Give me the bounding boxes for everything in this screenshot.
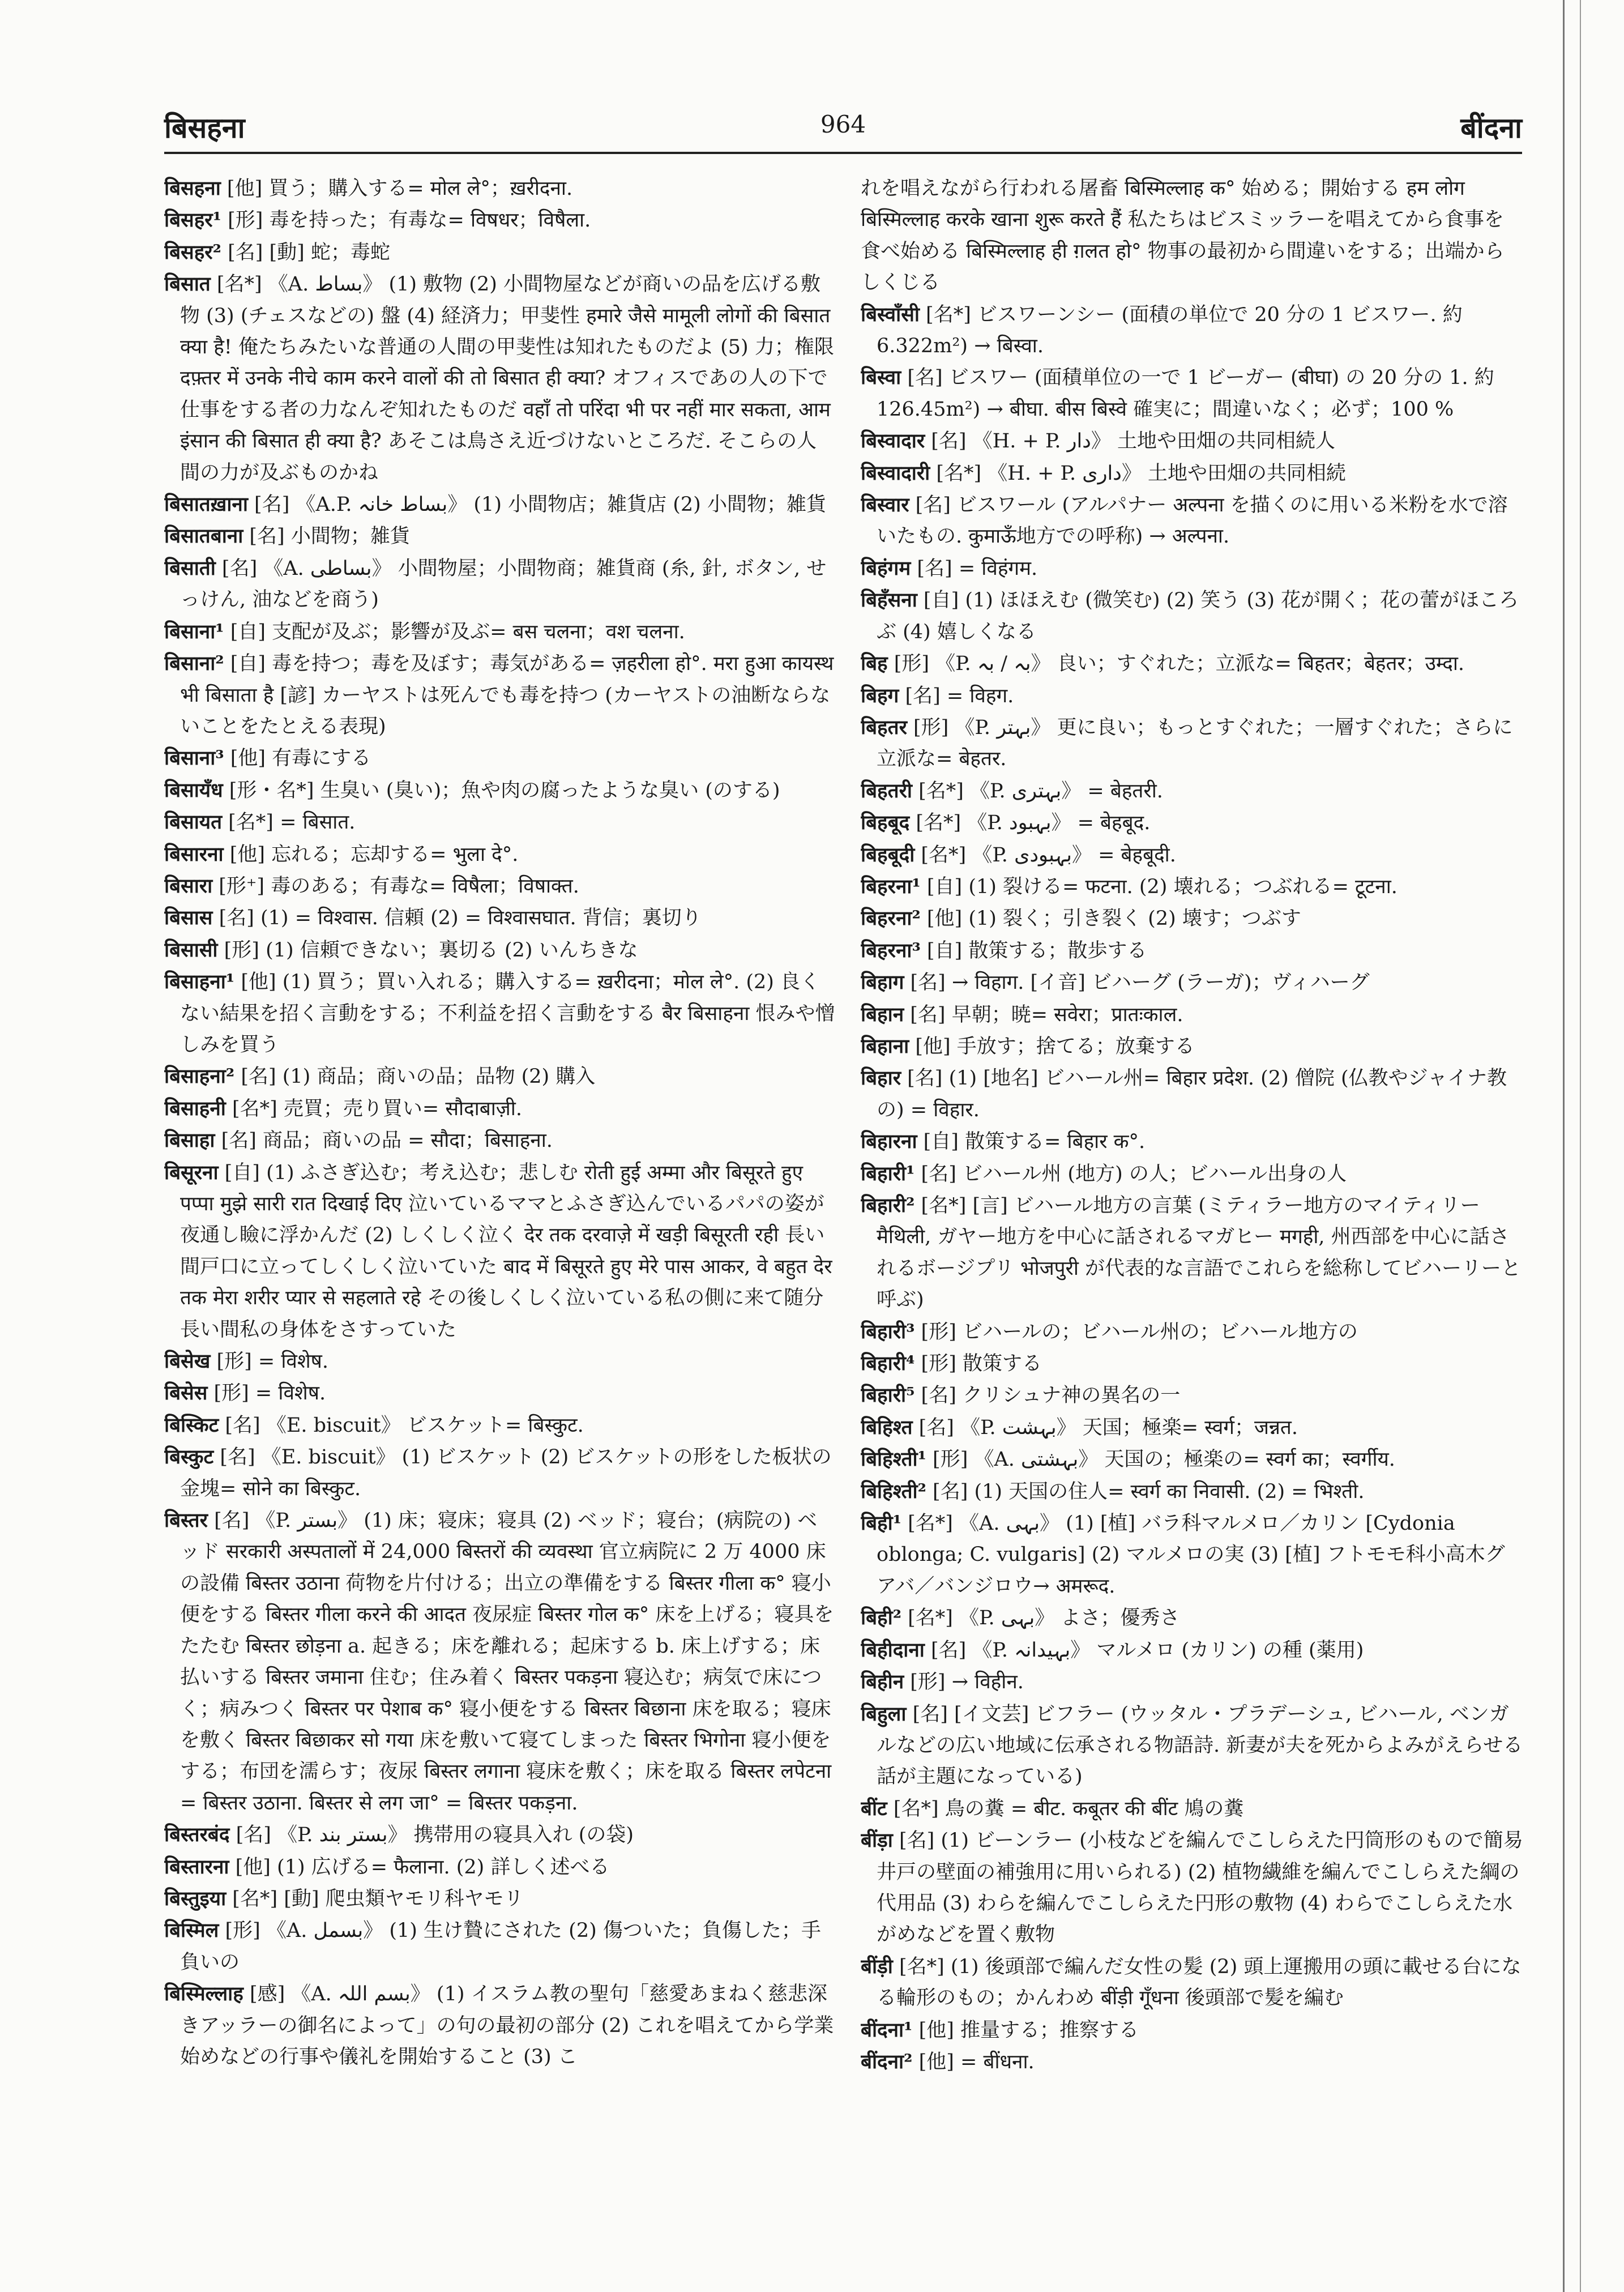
- dictionary-entry: [861, 1412, 1523, 1444]
- dictionary-entry: [164, 648, 835, 742]
- dictionary-entry: [164, 489, 835, 520]
- headword: बिसास: [164, 906, 213, 930]
- definition: [形・名*] 生臭い (臭い)；魚や肉の腐ったような臭い (のする): [223, 779, 780, 802]
- definition: [名*] [動] 爬虫類ヤモリ科ヤモリ: [226, 1887, 524, 1910]
- running-head-left: बिसहना: [164, 111, 245, 144]
- dictionary-entry: [861, 1634, 1523, 1666]
- dictionary-entry: [164, 1441, 835, 1505]
- definition: [名] [動] 蛇；毒蛇: [221, 241, 390, 264]
- definition: [名] 《E. biscuit》 ビスケット= बिस्कुट.: [219, 1414, 584, 1437]
- definition: [他] (1) 広げる= फैलाना. (2) 詳しく述べる: [229, 1855, 610, 1879]
- definition: [名] 《E. biscuit》 (1) ビスケット (2) ビスケットの形をした板状の金塊= सोने का बिस्कुट.: [180, 1446, 832, 1500]
- dictionary-entry: [861, 1031, 1523, 1062]
- headword: बींट: [861, 1796, 887, 1820]
- definition: [名*] 《P. بہبودی》 = बेहबूदी.: [914, 843, 1176, 867]
- running-head-right: बींदना: [1460, 111, 1522, 144]
- dictionary-entry: [164, 553, 835, 616]
- definition: [名] 小間物；雑貨: [243, 525, 410, 548]
- dictionary-entry: [164, 870, 835, 902]
- definition: [名*] 売買；売り買い= सौदाबाज़ी.: [225, 1097, 522, 1120]
- dictionary-entry: [861, 1190, 1523, 1316]
- dictionary-entry: [861, 680, 1523, 712]
- dictionary-entry: [861, 299, 1523, 362]
- dictionary-entry: [164, 742, 835, 774]
- definition: [形] = विशेष.: [210, 1350, 329, 1373]
- headword: बिसहना: [164, 177, 221, 200]
- dictionary-entry: [164, 1093, 835, 1125]
- headword: बिसाना³: [164, 746, 224, 770]
- headword: बिहिश्ती²: [861, 1479, 926, 1503]
- dictionary-entry: [861, 871, 1523, 903]
- definition: [名*] 《P. بہتری》 = बेहतरी.: [912, 779, 1163, 803]
- definition: [自] 散策する；散歩する: [920, 939, 1147, 962]
- headword: बिहिश्ती¹: [861, 1448, 926, 1471]
- headword: बिस्तरबंद: [164, 1823, 230, 1847]
- definition: [名*] 《A. بساط》 (1) 敷物 (2) 小間物屋などが商いの品を広げる敷物 (3) (チェスなどの) 盤 (4) 経済力；甲斐性 हमारे जैसे मामूली लोगों की बिसात क्या है! 俺たちみたいな普通の人間の甲斐性は知れたものだよ (5) 力；権限 दफ़्तर में उनके नीचे काम करने वालों की तो बिसात ही क्या? オフィスであの人の下で仕事をする者の力なんぞ知れたものだ वहाँ तो परिंदा भी पर नहीं मार सकता, आम इंसान की बिसात ही क्या है? あそこは鳥さえ近づけないところだ. そこらの人間の力が及ぶものかね: [180, 273, 834, 484]
- definition: [名*] 《P. بہبود》 = बेहबूद.: [909, 812, 1151, 835]
- headword: बिह: [861, 652, 888, 676]
- definition: [名] 《A. بساطی》 小間物屋；小間物商；雑貨商 (糸, 針, ボタン, せっけん, 油などを商う): [180, 557, 827, 612]
- headword: बिसारा: [164, 874, 213, 898]
- dictionary-entry: [861, 458, 1523, 489]
- definition: [形] (1) 信頼できない；裏切る (2) いんちきな: [217, 938, 638, 962]
- header-rule: [164, 152, 1522, 154]
- dictionary-entry: [164, 1915, 835, 1978]
- headword: बिस्मिल: [164, 1919, 219, 1943]
- dictionary-entry: [861, 712, 1523, 775]
- dictionary-entry: [861, 1825, 1523, 1951]
- page-edge-line: [1563, 0, 1565, 2292]
- definition: [名*] 《P. بہی》 よさ；優秀さ: [901, 1607, 1180, 1630]
- definition: [形] 《A. بہشتی》 天国の；極楽の= स्वर्ग का；स्वर्गीय.: [926, 1448, 1395, 1471]
- dictionary-entry: [861, 648, 1523, 680]
- headword: बिहारी²: [861, 1194, 915, 1217]
- headword: बिहीन: [861, 1670, 904, 1694]
- dictionary-entry: [164, 1346, 835, 1377]
- definition: [名] → विहाग. [イ音] ビハーグ (ラーガ)；ヴィハーグ: [904, 971, 1370, 995]
- definition: [名*] 《H. + P. داری》 土地や田畑の共同相続: [930, 462, 1346, 485]
- definition: [形] 毒を持った；有毒な= विषधर；विषैला.: [221, 209, 591, 232]
- right-column: [861, 173, 1523, 2252]
- dictionary-entry: [164, 839, 835, 870]
- headword: बिस्वा: [861, 366, 901, 390]
- headword: बिसूरना: [164, 1160, 219, 1184]
- definition: [名] = विहग.: [899, 684, 1014, 707]
- headword: बिहग: [861, 684, 899, 707]
- headword: बिसेख: [164, 1350, 211, 1373]
- definition: [名] (1) = विश्वास. 信頼 (2) = विश्वासघात. 背信；裏切り: [212, 907, 702, 930]
- dictionary-entry: [861, 967, 1523, 998]
- headword: बिस्तुइया: [164, 1886, 226, 1910]
- headword: बींड़ी: [861, 1954, 893, 1978]
- headword: बिसाती: [164, 556, 216, 580]
- headword: बिहारना: [861, 1130, 917, 1154]
- headword: बिसायँध: [164, 778, 223, 802]
- page-number: 964: [820, 110, 866, 138]
- headword: बिहारी⁴: [861, 1352, 915, 1376]
- definition: [形] 《P. بہ / بہ》 良い；すぐれた；立派な= बिहतर；बेहतर；उम्दा.: [887, 652, 1465, 676]
- definition: れを唱えながら行われる屠畜 बिस्मिल्लाह क° 始める；開始する हम लोग बिस्मिल्लाह करके खाना शुरू करते हैं 私たちはビスミッラーを唱えてから食事を食べ始める बिस्मिल्लाह ही ग़लत हो° 物事の最初から間違いをする；出端からしくじる: [861, 177, 1505, 294]
- definition: [名] 《A.P. بساط خانہ》 (1) 小間物店；雑貨店 (2) 小間物；雑貨: [247, 493, 826, 517]
- dictionary-entry: [861, 1508, 1523, 1602]
- dictionary-entry: [861, 173, 1523, 299]
- headword: बिहंगम: [861, 556, 911, 580]
- definition: [他] (1) 買う；買い入れる；購入する= ख़रीदना；मोल ले°. (2) 良くない結果を招く言動をする；不利益を招く言動をする बैर बिसाहना 恨みや憎しみを買う: [180, 971, 835, 1056]
- headword: बींदना²: [861, 2050, 913, 2073]
- definition: [感] 《A. بسم اللہ》 (1) イスラム教の聖句「慈愛あまねく慈悲深きアッラーの御名によって」の句の最初の部分 (2) これを唱えてから学業始めなどの行事や儀礼を開始すること (3) こ: [180, 1983, 834, 2068]
- headword: बिही²: [861, 1606, 902, 1630]
- dictionary-entry: [861, 584, 1523, 648]
- headword: बिहरना¹: [861, 874, 921, 898]
- dictionary-entry: [861, 1158, 1523, 1190]
- dictionary-entry: [861, 1062, 1523, 1126]
- dictionary-entry: [164, 1851, 835, 1883]
- dictionary-entry: [861, 425, 1523, 457]
- dictionary-entry: [861, 1951, 1523, 2014]
- definition: [名*] ビスワーンシー (面積の単位で 20 分の 1 ビスワー. 約 6.322m²) → बिस्वा.: [877, 303, 1463, 358]
- definition: [名] (1) 商品；商いの品；品物 (2) 購入: [234, 1065, 596, 1089]
- dictionary-entry: [861, 1698, 1523, 1793]
- headword: बींदना¹: [861, 2018, 913, 2042]
- headword: बिहारी¹: [861, 1162, 915, 1185]
- headword: बिसारना: [164, 842, 224, 866]
- dictionary-entry: [861, 2046, 1523, 2078]
- dictionary-entry: [861, 1476, 1523, 1508]
- headword: बिस्किट: [164, 1413, 219, 1437]
- dictionary-entry: [164, 934, 835, 966]
- dictionary-entry: [164, 1978, 835, 2073]
- headword: बिसेस: [164, 1381, 208, 1405]
- dictionary-entry: [861, 1666, 1523, 1698]
- definition: [名*] 鳥の糞 = बीट. कबूतर की बींट 鳩の糞: [887, 1797, 1244, 1820]
- headword: बिस्तर: [164, 1509, 208, 1533]
- dictionary-entry: [861, 807, 1523, 839]
- dictionary-entry: [861, 1602, 1523, 1634]
- dictionary-entry: [164, 966, 835, 1061]
- definition: [名] [イ文芸] ビフラー (ウッタル・プラデーシュ, ビハール, ベンガルなどの広い地域に伝承される物語詩. 新妻が夫を死からよみがえらせる話が主題になっている): [877, 1702, 1523, 1789]
- dictionary-entry: [861, 1316, 1523, 1348]
- definition: [名] クリシュナ神の異名の一: [914, 1384, 1181, 1407]
- dictionary-entry: [861, 775, 1523, 807]
- definition: [自] (1) ほほえむ (微笑む) (2) 笑う (3) 花が開く；花の蕾がほころぶ (4) 嬉しくなる: [877, 589, 1519, 643]
- definition: [名] 《P. بہیدانہ》 マルメロ (カリン) の種 (薬用): [924, 1638, 1364, 1662]
- headword: बिसहर¹: [164, 208, 221, 232]
- headword: बिस्मिल्लाह: [164, 1982, 243, 2006]
- dictionary-entry: [861, 1793, 1523, 1825]
- definition: [他] 忘れる；忘却する= भुला दे°.: [223, 843, 519, 866]
- headword: बिसाहा: [164, 1129, 215, 1153]
- dictionary-entry: [164, 775, 835, 806]
- left-column: [164, 173, 835, 2252]
- definition: [名] 《P. بستر بند》 携帯用の寝具入れ (の袋): [229, 1824, 634, 1847]
- definition: [形] 散策する: [914, 1352, 1042, 1376]
- headword: बिसाहनी: [164, 1096, 226, 1120]
- dictionary-entry: [861, 362, 1523, 425]
- definition: [名] 《H. + P. دار》 土地や田畑の共同相続人: [925, 430, 1336, 453]
- definition: [名*] = बिसात.: [222, 811, 356, 834]
- dictionary-entry: [861, 489, 1523, 553]
- definition: [名] 《P. بستر》 (1) 床；寝床；寝具 (2) ベッド；寝台；(病院の) ベッド सरकारी अस्पतालों में 24,000 बिस्तरों की व्यवस्था 官立病院に 2 万 4000 床の設備 बिस्तर उठाना 荷物を片付ける；出立の準備をする बिस्तर गीला क° 寝小便をする बिस्तर गीला करने की आदत 夜尿症 बिस्तर गोल क° 床を上げる；寝具をたたむ बिस्तर छोड़ना a. 起きる；床を離れる；起床する b. 床上げする；床払いする बिस्तर जमाना 住む；住み着く बिस्तर पकड़ना 寝込む；病気で床につく；病みつく बिस्तर पर पेशाब क° 寝小便をする बिस्तर बिछाना 床を取る；寝床を敷く बिस्तर बिछाकर सो गया 床を敷いて寝てしまった बिस्तर भिगोना 寝小便をする；布団を濡らす；夜尿 बिस्तर लगाना 寝床を敷く；床を取る बिस्तर लपेटना = बिस्तर उठाना. बिस्तर से लग जा° = बिस्तर पकड़ना.: [180, 1509, 834, 1815]
- definition: [名*] 《A. بہی》 (1) [植] バラ科マルメロ／カリン [Cydonia oblonga; C. vulgaris] (2) マルメロの実 (3) [植] フトモモ科小高木グアバ／バンジロウ→ अमरूद.: [877, 1512, 1505, 1598]
- dictionary-entry: [861, 839, 1523, 871]
- definition: [名*] (1) 後頭部で編んだ女性の髪 (2) 頭上運搬用の頭に載せる台になる輪形のもの；かんわめ बींड़ी गूँधना 後頭部で髪を編む: [877, 1955, 1522, 2010]
- definition: [他] = बींधना.: [912, 2050, 1035, 2073]
- definition: [名] ビスワール (アルパナー अल्पना を描くのに用いる米粉を水で溶いたもの. कुमाऊँ地方での呼称) → अल्पना.: [877, 494, 1508, 548]
- definition: [自] 散策する= बिहार क°.: [917, 1130, 1146, 1154]
- definition: [形] = विशेष.: [207, 1382, 326, 1405]
- dictionary-entry: [164, 268, 835, 489]
- definition: [名] = विहंगम.: [911, 557, 1038, 580]
- definition: [他] 手放す；捨てる；放棄する: [909, 1035, 1195, 1058]
- dictionary-entry: [164, 1410, 835, 1441]
- headword: बिहार: [861, 1066, 901, 1090]
- dictionary-entry: [861, 1444, 1523, 1475]
- headword: बिसातख़ाना: [164, 493, 248, 517]
- definition: [自] (1) ふさぎ込む；考え込む；悲しむ रोती हुई अम्मा और बिसूरते हुए पप्पा मुझे सारी रात दिखाई दिए 泣いているママとふさぎ込んでいるパパの姿が夜通し瞼に浮かんだ (2) しくしく泣く देर तक दरवाज़े में खड़ी बिसूरती रही 長い間戸口に立ってしくしく泣いていた बाद में बिसूरते हुए मेरे पास आकर, वे बहुत देर तक मेरा शरीर प्यार से सहलाते रहे その後しくしく泣いている私の側に来て随分長い間私の身体をさすっていた: [180, 1161, 832, 1341]
- headword: बिस्वादारी: [861, 461, 930, 485]
- dictionary-entry: [164, 1125, 835, 1156]
- headword: बिहारी³: [861, 1320, 915, 1343]
- dictionary-entry: [164, 237, 835, 268]
- definition: [他] 推量する；推察する: [912, 2018, 1139, 2042]
- headword: बिहुला: [861, 1702, 907, 1726]
- headword: बिहतर: [861, 715, 907, 739]
- headword: बिहबूदी: [861, 843, 915, 867]
- definition: [形] ビハールの；ビハール州の；ビハール地方の: [914, 1320, 1358, 1343]
- definition: [名*] [言] ビハール地方の言葉 (ミティラー地方のマイティリー मैथिली, ガヤー地方を中心に話されるマガヒー मगही, 州西部を中心に話されるボージプリ भोजपुरी が代表的な言語でこれらを総称してビハーリーと呼ぶ): [877, 1194, 1522, 1312]
- definition: [名] (1) [地名] ビハール州= बिहार प्रदेश. (2) 僧院 (仏教やジャイナ教の) = विहार.: [877, 1067, 1507, 1121]
- definition: [形] 《P. بہتر》 更に良い；もっとすぐれた；一層すぐれた；さらに立派な= बेहतर.: [877, 716, 1513, 771]
- headword: बिसात: [164, 272, 211, 296]
- headword: बिहाग: [861, 971, 904, 995]
- definition: [自] (1) 裂ける= फटना. (2) 壊れる；つぶれる= टूटना.: [920, 875, 1398, 898]
- headword: बिस्वार: [861, 493, 909, 517]
- definition: [他] (1) 裂く；引き裂く (2) 壊す；つぶす: [920, 907, 1301, 931]
- dictionary-entry: [164, 204, 835, 236]
- headword: बिहँसना: [861, 588, 917, 612]
- headword: बिहाना: [861, 1034, 909, 1058]
- dictionary-entry: [861, 553, 1523, 584]
- headword: बिहीदाना: [861, 1638, 925, 1662]
- dictionary-entry: [861, 999, 1523, 1031]
- dictionary-entry: [861, 935, 1523, 967]
- headword: बिसातबाना: [164, 524, 243, 548]
- headword: बिहारी⁵: [861, 1384, 915, 1407]
- headword: बिस्तारना: [164, 1855, 229, 1879]
- headword: बिही¹: [861, 1512, 902, 1535]
- definition: [名] ビハール州 (地方) の人；ビハール出身の人: [914, 1162, 1347, 1185]
- dictionary-entry: [164, 1819, 835, 1851]
- headword: बिस्कुट: [164, 1445, 214, 1469]
- headword: बिसहर²: [164, 240, 221, 264]
- page-edge-line-2: [1580, 0, 1581, 2292]
- definition: [他] 有毒にする: [224, 747, 371, 770]
- headword: बिहतरी: [861, 779, 912, 803]
- definition: [形⁺] 毒のある；有毒な= विषैला；विषाक्त.: [212, 874, 579, 898]
- definition: [名] 商品；商いの品 = सौदा；बिसाहना.: [215, 1129, 553, 1153]
- dictionary-entry: [164, 616, 835, 648]
- dictionary-entry: [164, 1061, 835, 1092]
- dictionary-entry: [164, 173, 835, 204]
- definition: [他] 買う；購入する= मोल ले°；ख़रीदना.: [220, 177, 573, 200]
- headword: बिहिश्त: [861, 1415, 913, 1439]
- dictionary-entry: [861, 2014, 1523, 2046]
- definition: [名] 早朝；暁= सवेरा；प्रातःकाल.: [904, 1003, 1183, 1026]
- headword: बिहरना²: [861, 907, 921, 931]
- page-header: [164, 108, 1522, 153]
- definition: [自] 支配が及ぶ；影響が及ぶ= बस चलना；वश चलना.: [224, 620, 685, 643]
- dictionary-entry: [164, 902, 835, 934]
- headword: बींड़ा: [861, 1829, 893, 1853]
- dictionary-entry: [861, 903, 1523, 934]
- definition: [名] (1) 天国の住人= स्वर्ग का निवासी. (2) = भिश्ती.: [926, 1480, 1365, 1503]
- headword: बिसासी: [164, 938, 218, 962]
- definition: [名] ビスワー (面積単位の一で 1 ビーガー (बीघा) の 20 分の 1. 約 126.45m²) → बीघा. बीस बिस्वे 確実に；間違いなく；必ず；100 %: [877, 366, 1494, 421]
- dictionary-entry: [861, 1380, 1523, 1411]
- dictionary-entry: [861, 1126, 1523, 1158]
- dictionary-entry: [164, 1157, 835, 1346]
- headword: बिसाना²: [164, 652, 224, 676]
- definition: [自] 毒を持つ；毒を及ぼす；毒気がある= ज़हरीला हो°. मरा हुआ कायस्थ भी बिसाता है [諺] カーヤストは死んでも毒を持つ (カーヤストの油断ならないことをたとえる表現): [180, 652, 834, 738]
- headword: बिहान: [861, 1002, 904, 1026]
- definition: [名] 《P. بہشت》 天国；極楽= स्वर्ग；जन्नत.: [912, 1416, 1298, 1439]
- dictionary-entry: [164, 1883, 835, 1915]
- dictionary-entry: [164, 806, 835, 838]
- headword: बिसाहना²: [164, 1065, 235, 1089]
- headword: बिहबूद: [861, 811, 910, 835]
- dictionary-entry: [164, 520, 835, 552]
- headword: बिस्वादार: [861, 429, 925, 453]
- dictionary-entry: [861, 1348, 1523, 1380]
- dictionary-entry: [164, 1377, 835, 1409]
- definition: [名] (1) ビーンラー (小枝などを編んでこしらえた円筒形のもので簡易井戸の壁面の補強用に用いられる) (2) 植物繊維を編んでこしらえた綱の代用品 (3) わらを編んでこしらえた円形の敷物 (4) わらでこしらえた水がめなどを置く敷物: [877, 1829, 1523, 1947]
- headword: बिहरना³: [861, 938, 921, 962]
- definition: [形] 《A. بسمل》 (1) 生け贄にされた (2) 傷ついた；負傷した；手負いの: [180, 1919, 821, 1974]
- definition: [形] → विहीन.: [904, 1671, 1024, 1694]
- headword: बिसाहना¹: [164, 970, 235, 994]
- headword: बिसायत: [164, 810, 223, 834]
- headword: बिस्वाँसी: [861, 302, 920, 326]
- dictionary-entry: [164, 1505, 835, 1819]
- headword: बिसाना¹: [164, 620, 224, 643]
